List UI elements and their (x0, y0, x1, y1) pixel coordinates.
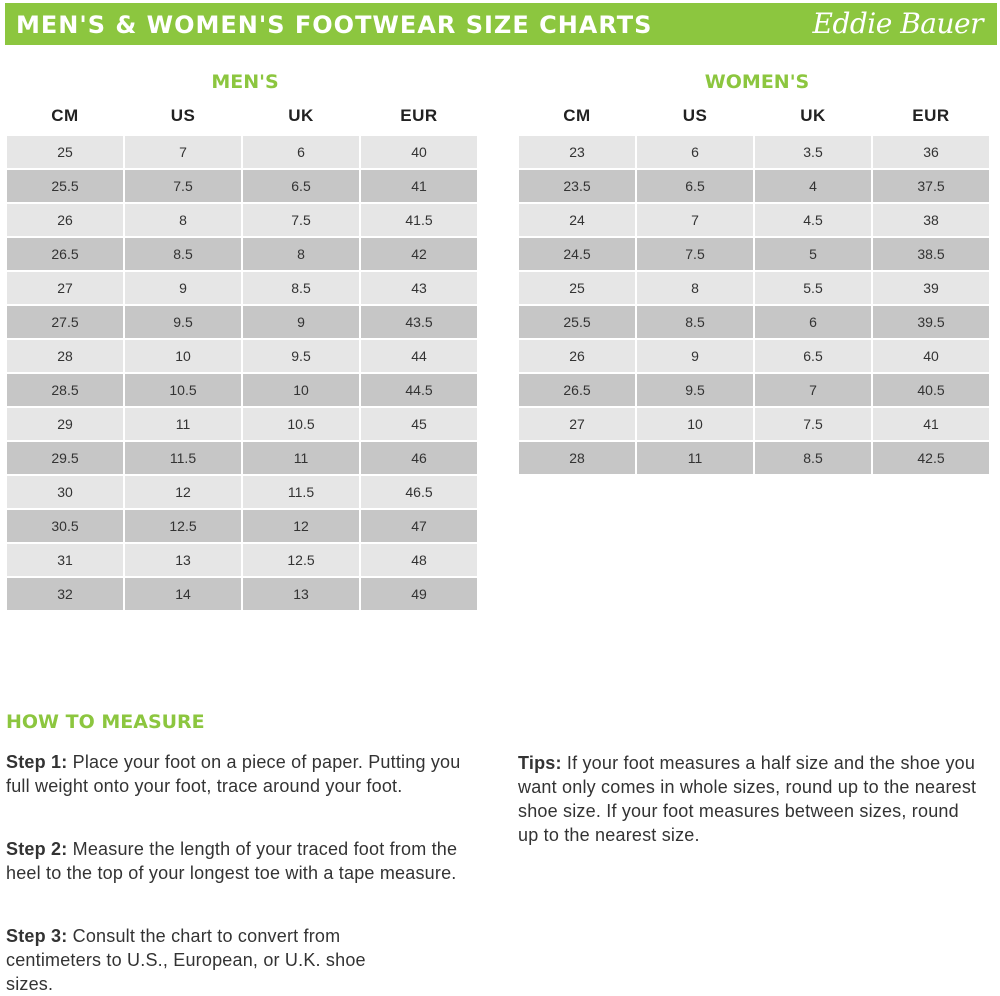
table-row (519, 408, 989, 440)
table-row (7, 544, 477, 576)
mens-cm-cell: 32 (7, 578, 123, 610)
table-row (7, 204, 477, 236)
table-row (519, 170, 989, 202)
womens-us-cell: 6.5 (637, 170, 753, 202)
mens-uk-cell: 10.5 (243, 408, 359, 440)
step-1-label: Step 1: (6, 752, 68, 772)
mens-size-table (5, 100, 479, 612)
womens-header-eur: EUR (912, 106, 950, 125)
step-1 (6, 750, 461, 798)
table-row (519, 374, 989, 406)
mens-uk-cell: 10 (243, 374, 359, 406)
mens-eur-cell: 44 (361, 340, 477, 372)
mens-cm-cell: 27 (7, 272, 123, 304)
mens-eur-cell: 44.5 (361, 374, 477, 406)
womens-us-cell: 11 (637, 442, 753, 474)
mens-eur-cell: 48 (361, 544, 477, 576)
womens-uk-cell: 4.5 (755, 204, 871, 236)
womens-uk-cell: 6 (755, 306, 871, 338)
womens-cm-cell: 25 (519, 272, 635, 304)
womens-eur-cell: 39 (873, 272, 989, 304)
mens-us-cell: 8.5 (125, 238, 241, 270)
table-row (7, 136, 477, 168)
mens-header-cm: CM (51, 106, 79, 125)
womens-eur-cell: 37.5 (873, 170, 989, 202)
womens-cm-cell: 26 (519, 340, 635, 372)
mens-uk-cell: 8 (243, 238, 359, 270)
mens-cm-cell: 30 (7, 476, 123, 508)
step-3-text: Consult the chart to convert from centimeters to U.S., European, or U.K. shoe sizes. (6, 926, 366, 994)
mens-eur-cell: 41 (361, 170, 477, 202)
table-row (519, 272, 989, 304)
womens-header-cm: CM (563, 106, 591, 125)
womens-cm-cell: 24.5 (519, 238, 635, 270)
mens-us-cell: 9 (125, 272, 241, 304)
womens-cm-cell: 27 (519, 408, 635, 440)
womens-us-cell: 10 (637, 408, 753, 440)
step-2-text: Measure the length of your traced foot from the heel to the top of your longest toe with a tape measure. (6, 839, 458, 883)
mens-uk-cell: 11.5 (243, 476, 359, 508)
mens-eur-cell: 47 (361, 510, 477, 542)
title-banner (5, 3, 997, 45)
chart-title: MEN'S & WOMEN'S FOOTWEAR SIZE CHARTS (16, 11, 653, 39)
mens-cm-cell: 26 (7, 204, 123, 236)
mens-us-cell: 7.5 (125, 170, 241, 202)
mens-eur-cell: 49 (361, 578, 477, 610)
table-row (7, 578, 477, 610)
mens-title: MEN'S (211, 71, 279, 93)
table-row (7, 510, 477, 542)
tips-label: Tips: (518, 753, 562, 773)
womens-uk-cell: 7 (755, 374, 871, 406)
womens-uk-cell: 5 (755, 238, 871, 270)
mens-us-cell: 11.5 (125, 442, 241, 474)
womens-cm-cell: 26.5 (519, 374, 635, 406)
mens-cm-cell: 25.5 (7, 170, 123, 202)
womens-us-cell: 7 (637, 204, 753, 236)
mens-us-cell: 14 (125, 578, 241, 610)
step-2-label: Step 2: (6, 839, 68, 859)
mens-us-cell: 12.5 (125, 510, 241, 542)
mens-cm-cell: 31 (7, 544, 123, 576)
mens-eur-cell: 46.5 (361, 476, 477, 508)
table-row (7, 306, 477, 338)
womens-uk-cell: 5.5 (755, 272, 871, 304)
mens-us-cell: 12 (125, 476, 241, 508)
womens-uk-cell: 7.5 (755, 408, 871, 440)
womens-header-uk: UK (800, 106, 826, 125)
mens-uk-cell: 7.5 (243, 204, 359, 236)
mens-eur-cell: 40 (361, 136, 477, 168)
mens-uk-cell: 9 (243, 306, 359, 338)
mens-us-cell: 9.5 (125, 306, 241, 338)
womens-eur-cell: 40 (873, 340, 989, 372)
mens-cm-cell: 29 (7, 408, 123, 440)
mens-eur-cell: 46 (361, 442, 477, 474)
table-row (7, 442, 477, 474)
mens-header-uk: UK (288, 106, 314, 125)
womens-eur-cell: 39.5 (873, 306, 989, 338)
mens-us-cell: 11 (125, 408, 241, 440)
table-row (519, 442, 989, 474)
table-row (7, 170, 477, 202)
step-1-text: Place your foot on a piece of paper. Putting you full weight onto your foot, trace around your foot. (6, 752, 461, 796)
womens-uk-cell: 4 (755, 170, 871, 202)
womens-eur-cell: 38 (873, 204, 989, 236)
womens-us-cell: 7.5 (637, 238, 753, 270)
womens-uk-cell: 8.5 (755, 442, 871, 474)
step-3 (6, 924, 406, 996)
mens-cm-cell: 26.5 (7, 238, 123, 270)
table-row (7, 374, 477, 406)
mens-eur-cell: 43.5 (361, 306, 477, 338)
mens-cm-cell: 28 (7, 340, 123, 372)
table-row (519, 340, 989, 372)
mens-cm-cell: 28.5 (7, 374, 123, 406)
table-row (7, 476, 477, 508)
mens-uk-cell: 13 (243, 578, 359, 610)
mens-us-cell: 7 (125, 136, 241, 168)
womens-size-table (517, 100, 991, 476)
mens-us-cell: 10 (125, 340, 241, 372)
table-row (519, 306, 989, 338)
womens-cm-cell: 28 (519, 442, 635, 474)
mens-cm-cell: 27.5 (7, 306, 123, 338)
table-row (519, 238, 989, 270)
womens-us-cell: 8.5 (637, 306, 753, 338)
mens-eur-cell: 41.5 (361, 204, 477, 236)
mens-us-cell: 8 (125, 204, 241, 236)
table-row (7, 272, 477, 304)
mens-header-us: US (170, 106, 196, 125)
womens-us-cell: 8 (637, 272, 753, 304)
mens-cm-cell: 29.5 (7, 442, 123, 474)
mens-uk-cell: 12 (243, 510, 359, 542)
mens-us-cell: 10.5 (125, 374, 241, 406)
mens-header-row (7, 102, 477, 134)
womens-cm-cell: 24 (519, 204, 635, 236)
mens-eur-cell: 43 (361, 272, 477, 304)
womens-cm-cell: 23 (519, 136, 635, 168)
mens-uk-cell: 6 (243, 136, 359, 168)
womens-us-cell: 9.5 (637, 374, 753, 406)
table-row (519, 136, 989, 168)
womens-eur-cell: 38.5 (873, 238, 989, 270)
womens-eur-cell: 40.5 (873, 374, 989, 406)
mens-eur-cell: 42 (361, 238, 477, 270)
womens-header-us: US (682, 106, 708, 125)
mens-uk-cell: 8.5 (243, 272, 359, 304)
mens-uk-cell: 6.5 (243, 170, 359, 202)
womens-us-cell: 9 (637, 340, 753, 372)
womens-cm-cell: 25.5 (519, 306, 635, 338)
table-row (7, 408, 477, 440)
womens-cm-cell: 23.5 (519, 170, 635, 202)
womens-uk-cell: 6.5 (755, 340, 871, 372)
mens-cm-cell: 25 (7, 136, 123, 168)
womens-title: WOMEN'S (704, 71, 810, 93)
eddie-bauer-logo: Eddie Bauer (812, 7, 983, 40)
womens-eur-cell: 41 (873, 408, 989, 440)
table-row (7, 340, 477, 372)
mens-eur-cell: 45 (361, 408, 477, 440)
tips-text: If your foot measures a half size and the shoe you want only comes in whole sizes, round up to the nearest shoe size. If your foot measures between sizes, round up to the nearest size. (518, 753, 977, 845)
mens-uk-cell: 11 (243, 442, 359, 474)
step-3-label: Step 3: (6, 926, 68, 946)
mens-uk-cell: 9.5 (243, 340, 359, 372)
womens-uk-cell: 3.5 (755, 136, 871, 168)
womens-header-row (519, 102, 989, 134)
mens-cm-cell: 30.5 (7, 510, 123, 542)
tips (518, 751, 978, 847)
step-2 (6, 837, 461, 885)
table-row (519, 204, 989, 236)
mens-uk-cell: 12.5 (243, 544, 359, 576)
how-to-measure-heading: HOW TO MEASURE (6, 711, 205, 733)
womens-us-cell: 6 (637, 136, 753, 168)
table-row (7, 238, 477, 270)
womens-eur-cell: 42.5 (873, 442, 989, 474)
mens-header-eur: EUR (400, 106, 438, 125)
womens-eur-cell: 36 (873, 136, 989, 168)
mens-us-cell: 13 (125, 544, 241, 576)
